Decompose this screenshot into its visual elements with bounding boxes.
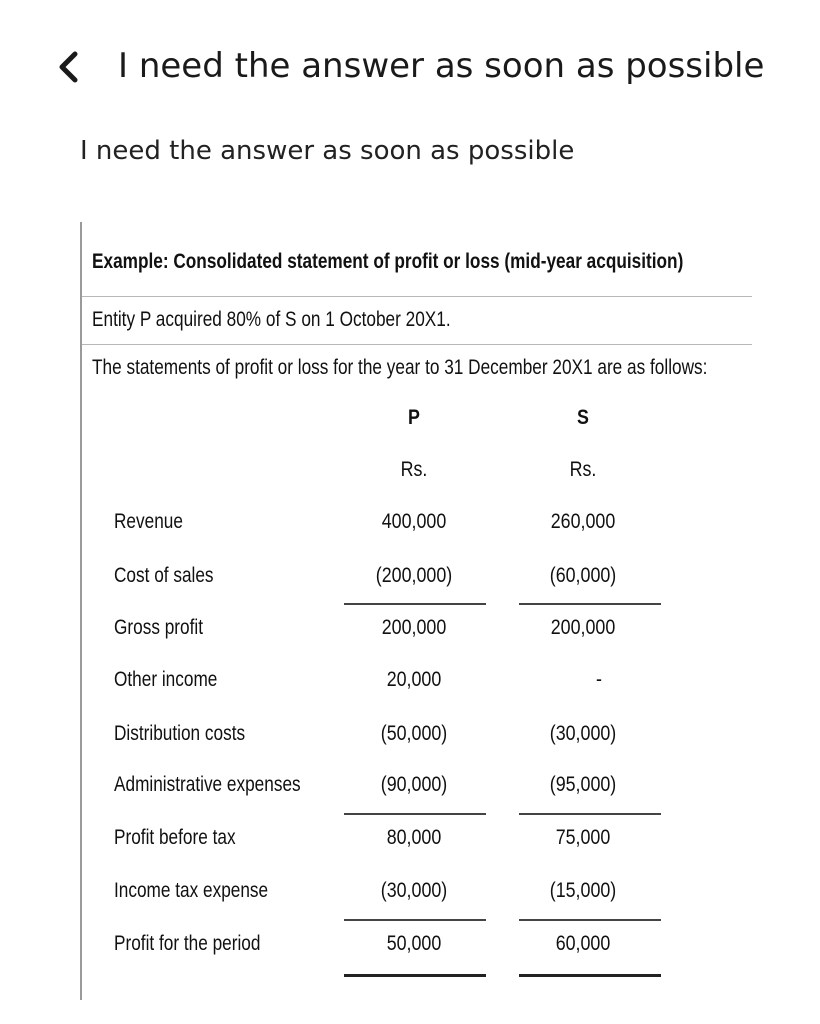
row-label-other-income: Other income — [114, 668, 218, 691]
row-label-cost-of-sales: Cost of sales — [114, 564, 214, 587]
cell-p: (200,000) — [375, 564, 453, 587]
cell-p: 20,000 — [386, 668, 442, 691]
column-header-p: P — [408, 406, 420, 429]
row-label-profit-for-the-period: Profit for the period — [114, 932, 261, 955]
cell-p: (30,000) — [380, 879, 448, 902]
back-button[interactable] — [54, 50, 84, 84]
cell-p: 80,000 — [386, 826, 442, 849]
row-label-revenue: Revenue — [114, 510, 183, 533]
cell-p: 200,000 — [381, 616, 447, 639]
row-label-income-tax-expense: Income tax expense — [114, 879, 269, 902]
subtotal-rule — [344, 919, 486, 921]
question-image — [80, 222, 762, 1000]
divider — [82, 344, 752, 345]
cell-s: (95,000) — [549, 773, 617, 796]
divider — [82, 296, 752, 297]
subtotal-rule — [519, 813, 661, 815]
cell-s: - — [596, 668, 602, 691]
subtotal-rule — [519, 919, 661, 921]
cell-s: 260,000 — [550, 510, 616, 533]
total-rule — [519, 974, 661, 977]
row-label-distribution-costs: Distribution costs — [114, 722, 246, 745]
cell-s: 60,000 — [555, 932, 611, 955]
row-label-administrative-expenses: Administrative expenses — [114, 773, 301, 796]
cell-s: 200,000 — [550, 616, 616, 639]
cell-p: 400,000 — [381, 510, 447, 533]
cell-s: (30,000) — [549, 722, 617, 745]
row-label-gross-profit: Gross profit — [114, 616, 203, 639]
chevron-left-icon — [54, 50, 84, 84]
total-rule — [344, 974, 486, 977]
cell-s: 75,000 — [555, 826, 611, 849]
cell-s: (15,000) — [549, 879, 617, 902]
cell-p: 50,000 — [386, 932, 442, 955]
example-title: Example: Consolidated statement of profit or loss (mid-year acquisition) — [92, 250, 684, 273]
unit-p: Rs. — [400, 458, 428, 481]
subtotal-rule — [519, 603, 661, 605]
cell-p: (90,000) — [380, 773, 448, 796]
row-label-profit-before-tax: Profit before tax — [114, 826, 236, 849]
page-title: I need the answer as soon as possible — [118, 46, 765, 86]
top-bar — [0, 0, 820, 130]
subtotal-rule — [344, 813, 486, 815]
subtotal-rule — [344, 603, 486, 605]
question-body: I need the answer as soon as possible — [80, 136, 575, 166]
example-line-1: Entity P acquired 80% of S on 1 October 20X1. — [92, 308, 451, 331]
cell-p: (50,000) — [380, 722, 448, 745]
example-line-2: The statements of profit or loss for the year to 31 December 20X1 are as follows: — [92, 356, 708, 379]
column-header-s: S — [577, 406, 589, 429]
unit-s: Rs. — [569, 458, 597, 481]
cell-s: (60,000) — [549, 564, 617, 587]
